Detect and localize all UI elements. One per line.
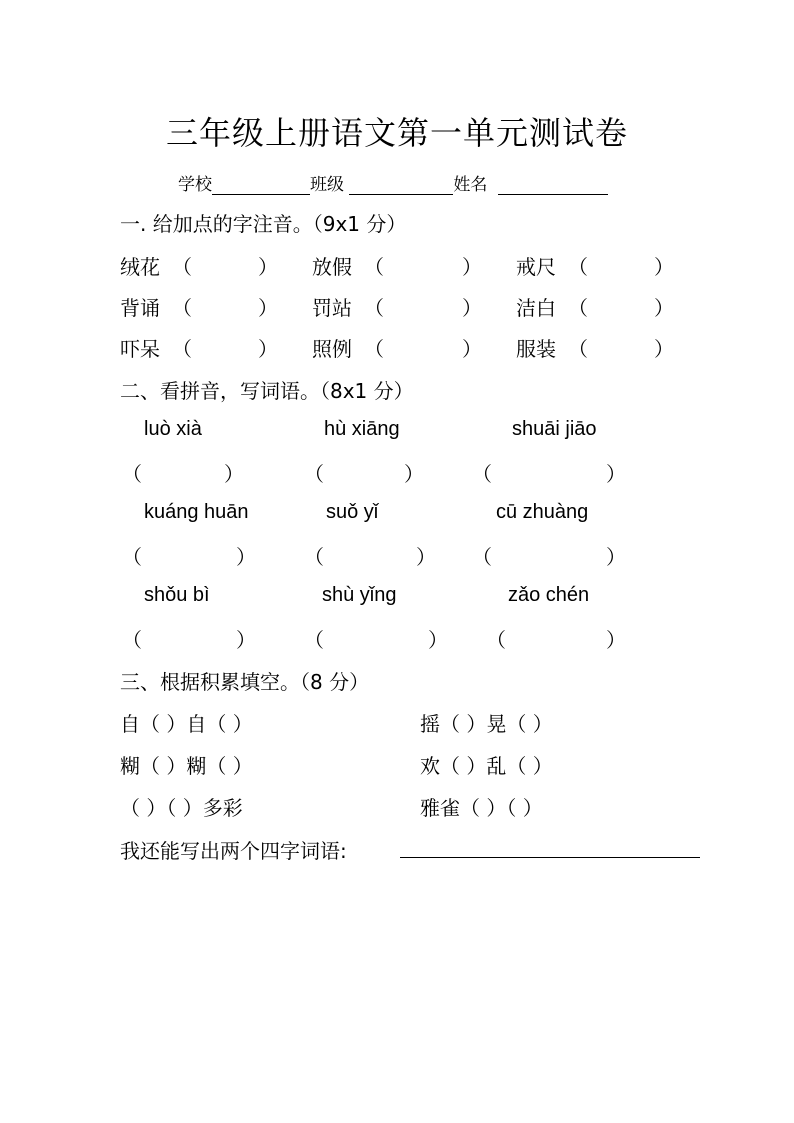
- section1-heading: 一. 给加点的字注音。（9x1 分）: [120, 212, 407, 236]
- s2-paren-open: （: [122, 462, 142, 486]
- pinyin: hù xiāng: [324, 418, 400, 440]
- s1-word: 洁白: [516, 296, 556, 320]
- s2-paren-close: ）: [404, 462, 424, 486]
- answer-line[interactable]: [400, 857, 700, 858]
- section2-heading: 二、看拼音，写词语。（8x1 分）: [120, 379, 414, 403]
- s2-paren-close: ）: [606, 628, 626, 652]
- pinyin: zǎo chén: [508, 584, 590, 606]
- s1-word: 吓呆: [120, 337, 160, 361]
- s1-paren-open: （: [568, 337, 588, 361]
- s2-paren-close: ）: [606, 462, 626, 486]
- s1-word: 罚站: [312, 296, 352, 320]
- s1-paren-close: ）: [654, 296, 674, 320]
- s2-paren-close: ）: [236, 628, 256, 652]
- s1-paren-close: ）: [462, 255, 482, 279]
- name-blank[interactable]: [498, 176, 608, 195]
- pinyin: cū zhuàng: [496, 501, 589, 523]
- s1-paren-close: ）: [654, 255, 674, 279]
- s1-paren-close: ）: [258, 337, 278, 361]
- s2-paren-open: （: [122, 545, 142, 569]
- fill-item: 自（ ）自（ ）: [120, 712, 253, 736]
- s1-paren-close: ）: [258, 296, 278, 320]
- fill-item: （ ）（ ）多彩: [120, 796, 243, 820]
- s2-paren-open: （: [472, 545, 492, 569]
- s1-paren-close: ）: [258, 255, 278, 279]
- fill-item: 欢（ ）乱（ ）: [420, 754, 553, 778]
- pinyin: shuāi jiāo: [512, 418, 597, 440]
- s1-paren-close: ）: [462, 296, 482, 320]
- fill-item: 雅雀（ ）（ ）: [420, 796, 543, 820]
- s2-paren-open: （: [304, 628, 324, 652]
- pinyin: suǒ yǐ: [326, 501, 379, 523]
- s1-paren-open: （: [568, 296, 588, 320]
- extra-prompt: 我还能写出两个四字词语:: [120, 839, 347, 863]
- s2-paren-open: （: [472, 462, 492, 486]
- info-line: [178, 170, 608, 195]
- school-label: 学校: [178, 175, 212, 195]
- page-title: 三年级上册语文第一单元测试卷: [165, 114, 628, 152]
- pinyin: kuáng huān: [144, 501, 249, 523]
- s2-paren-open: （: [486, 628, 506, 652]
- s2-paren-open: （: [122, 628, 142, 652]
- s1-word: 照例: [312, 337, 352, 361]
- s2-paren-close: ）: [428, 628, 448, 652]
- s1-paren-open: （: [364, 337, 384, 361]
- s1-paren-open: （: [172, 337, 192, 361]
- s1-word: 服装: [516, 337, 556, 361]
- class-blank[interactable]: [349, 176, 453, 195]
- section3-heading: 三、根据积累填空。（8 分）: [120, 670, 370, 694]
- s2-paren-open: （: [304, 545, 324, 569]
- s2-paren-close: ）: [224, 462, 244, 486]
- s2-paren-close: ）: [236, 545, 256, 569]
- s1-paren-open: （: [364, 296, 384, 320]
- s1-word: 绒花: [120, 255, 160, 279]
- s1-paren-open: （: [568, 255, 588, 279]
- s2-paren-close: ）: [606, 545, 626, 569]
- s1-word: 背诵: [120, 296, 160, 320]
- s1-paren-open: （: [364, 255, 384, 279]
- s1-paren-close: ）: [654, 337, 674, 361]
- pinyin: shǒu bì: [144, 584, 210, 606]
- school-blank[interactable]: [212, 176, 310, 195]
- s2-paren-close: ）: [416, 545, 436, 569]
- pinyin: shù yǐng: [322, 584, 397, 606]
- s1-word: 戒尺: [516, 255, 556, 279]
- name-label: 姓名: [453, 175, 488, 195]
- fill-item: 糊（ ）糊（ ）: [120, 754, 253, 778]
- s1-word: 放假: [312, 255, 352, 279]
- fill-item: 摇（ ）晃（ ）: [420, 712, 553, 736]
- class-label: 班级: [310, 175, 344, 195]
- s1-paren-close: ）: [462, 337, 482, 361]
- s2-paren-open: （: [304, 462, 324, 486]
- s1-paren-open: （: [172, 296, 192, 320]
- s1-paren-open: （: [172, 255, 192, 279]
- pinyin: luò xià: [144, 418, 202, 440]
